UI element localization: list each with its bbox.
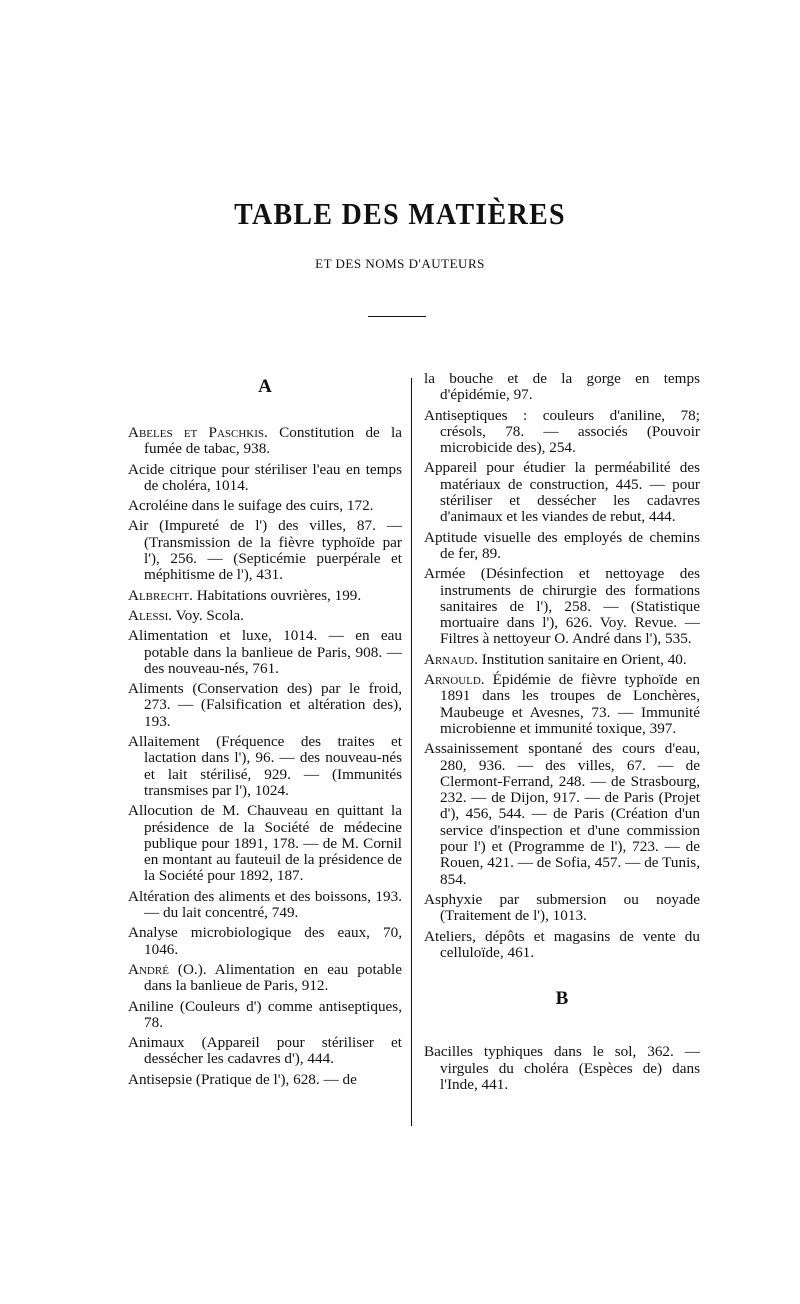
index-entry-text: Alimentation et luxe, 1014. — en eau potable dans la banlieue de Paris, 908. — des nouveau-nés, 761. (128, 627, 402, 677)
index-entry (128, 462, 402, 495)
index-entry-text: Voy. Scola. (172, 606, 244, 624)
index-entry-text: Constitution de la fumée de tabac, 938. (144, 424, 402, 458)
index-entry (128, 498, 402, 514)
index-entry-text: Assainissement spontané des cours d'eau, 280, 936. — des villes, 67. — de Clermont-Ferrand, 248. — de Strasbourg, 232. — de Dijon, 917. — de Paris (Projet d'), 456, 544. — de Paris (Création d'un service d'inspection et d'une commission pour l') et (Programme de l'), 723. — de Rouen, 421. — de Sofia, 457. — de Tunis, 854. (424, 740, 700, 888)
index-entry (128, 999, 402, 1032)
index-entry (128, 734, 402, 799)
index-entry-text: Institution sanitaire en Orient, 40. (477, 650, 687, 668)
index-entry (128, 681, 402, 730)
index-entries-b (424, 1044, 700, 1093)
index-entry-text: Antisepsie (Pratique de l'), 628. — de (128, 1070, 357, 1088)
index-entry (128, 518, 402, 583)
index-entry (424, 566, 700, 647)
index-entry (424, 652, 700, 668)
index-entry-text: Air (Impureté de l') des villes, 87. — (Transmission de la fièvre typhoïde par l'), 256. — (Septicémie puerpérale et méphitisme de l'), 431. (128, 517, 402, 584)
section-letter-a: A (258, 376, 272, 397)
index-entry-text: Aliments (Conservation des) par le froid, 273. — (Falsification et altération des), 193. (128, 680, 402, 730)
title-divider (368, 316, 426, 317)
index-entry-text: la bouche et de la gorge en temps d'épidémie, 97. (424, 370, 700, 404)
index-entry-text: Habitations ouvrières, 199. (192, 586, 362, 604)
index-entry-text: Asphyxie par submersion ou noyade (Traitement de l'), 1013. (424, 890, 700, 925)
index-entry (128, 608, 402, 624)
index-entry-author: Arnaud. (424, 650, 478, 668)
index-entry (424, 530, 700, 563)
section-letter-b: B (555, 988, 569, 1010)
index-entry (128, 628, 402, 677)
index-entry (424, 892, 700, 925)
index-column-right (424, 371, 700, 1097)
index-entry (424, 371, 700, 404)
index-entry (424, 460, 700, 525)
index-entry-author: André (O.). (128, 960, 207, 978)
index-entry-text: Ateliers, dépôts et magasins de vente du celluloïde, 461. (424, 927, 700, 961)
index-entry-text: Analyse microbiologique des eaux, 70, 1046. (128, 924, 402, 958)
index-entry-text: Armée (Désinfection et nettoyage des instruments de chirurgie des formations sanitaires de l'), 258. — (Statistique mortuaire dans l'), 626. Voy. Revue. — Filtres à nettoyeur O. André dans l'), 535. (424, 565, 700, 648)
index-entry-text: Antiseptiques : couleurs d'aniline, 78; crésols, 78. — associés (Pouvoir microbicide des), 254. (424, 406, 700, 457)
index-entry-text: Altération des aliments et des boissons, 193. — du lait concentré, 749. (128, 887, 402, 922)
index-entry (424, 672, 700, 737)
index-entry (128, 1035, 402, 1068)
index-entry-text: Animaux (Appareil pour stériliser et dessécher les cadavres d'), 444. (128, 1034, 402, 1068)
index-entry-text: Acroléine dans le suifage des cuirs, 172. (128, 497, 374, 515)
column-divider (411, 378, 412, 1126)
index-entry-text: Acide citrique pour stériliser l'eau en temps de choléra, 1014. (128, 460, 402, 494)
index-entry (128, 588, 402, 604)
index-entry-text: Épidémie de fièvre typhoïde en 1891 dans les troupes de Lonchères, Maubeuge et Avesnes, 73. — Immunité microbienne et immunité toxique, 397. (440, 671, 700, 737)
index-entry-author: Alessi. (128, 606, 173, 624)
index-entry (128, 1072, 402, 1088)
page-subtitle: ET DES NOMS D'AUTEURS (315, 256, 485, 271)
index-entry-text: Allocution de M. Chauveau en quittant la présidence de la Société de médecine publique pour 1891, 178. — de M. Cornil en montant au fauteuil de la présidence de la Société pour 1892, 187. (128, 802, 402, 885)
index-entry (424, 929, 700, 962)
index-entry-author: Albrecht. (128, 586, 193, 604)
index-entries-a-continued (424, 371, 700, 961)
index-entry (128, 889, 402, 922)
index-entry-author: Abeles et Paschkis. (128, 424, 268, 441)
index-entry (128, 803, 402, 884)
index-entry-text: Bacilles typhiques dans le sol, 362. — virgules du choléra (Espèces de) dans l'Inde, 441. (424, 1043, 700, 1093)
index-entry (128, 425, 402, 458)
index-entry (128, 962, 402, 995)
index-entry-text: Appareil pour étudier la perméabilité des matériaux de construction, 445. — pour stériliser et dessécher les cadavres d'animaux et les viandes de rebut, 444. (424, 459, 700, 526)
index-entry (128, 925, 402, 958)
index-entry-text: Aniline (Couleurs d') comme antiseptiques, 78. (128, 997, 402, 1031)
index-entry-text: Alimentation en eau potable dans la banlieue de Paris, 912. (144, 960, 402, 995)
index-entry (424, 741, 700, 888)
index-entry (424, 1044, 700, 1093)
page-title: TABLE DES MATIÈRES (234, 196, 566, 231)
index-entry (424, 408, 700, 457)
index-entry-text: Allaitement (Fréquence des traites et lactation dans l'), 96. — des nouveau-nés et lait stérilisé, 929. — (Immunités transmises par l'), 1024. (128, 733, 402, 799)
index-entry-author: Arnould. (424, 671, 485, 689)
index-column-left (128, 425, 402, 1092)
index-entry-text: Aptitude visuelle des employés de chemins de fer, 89. (424, 528, 700, 562)
